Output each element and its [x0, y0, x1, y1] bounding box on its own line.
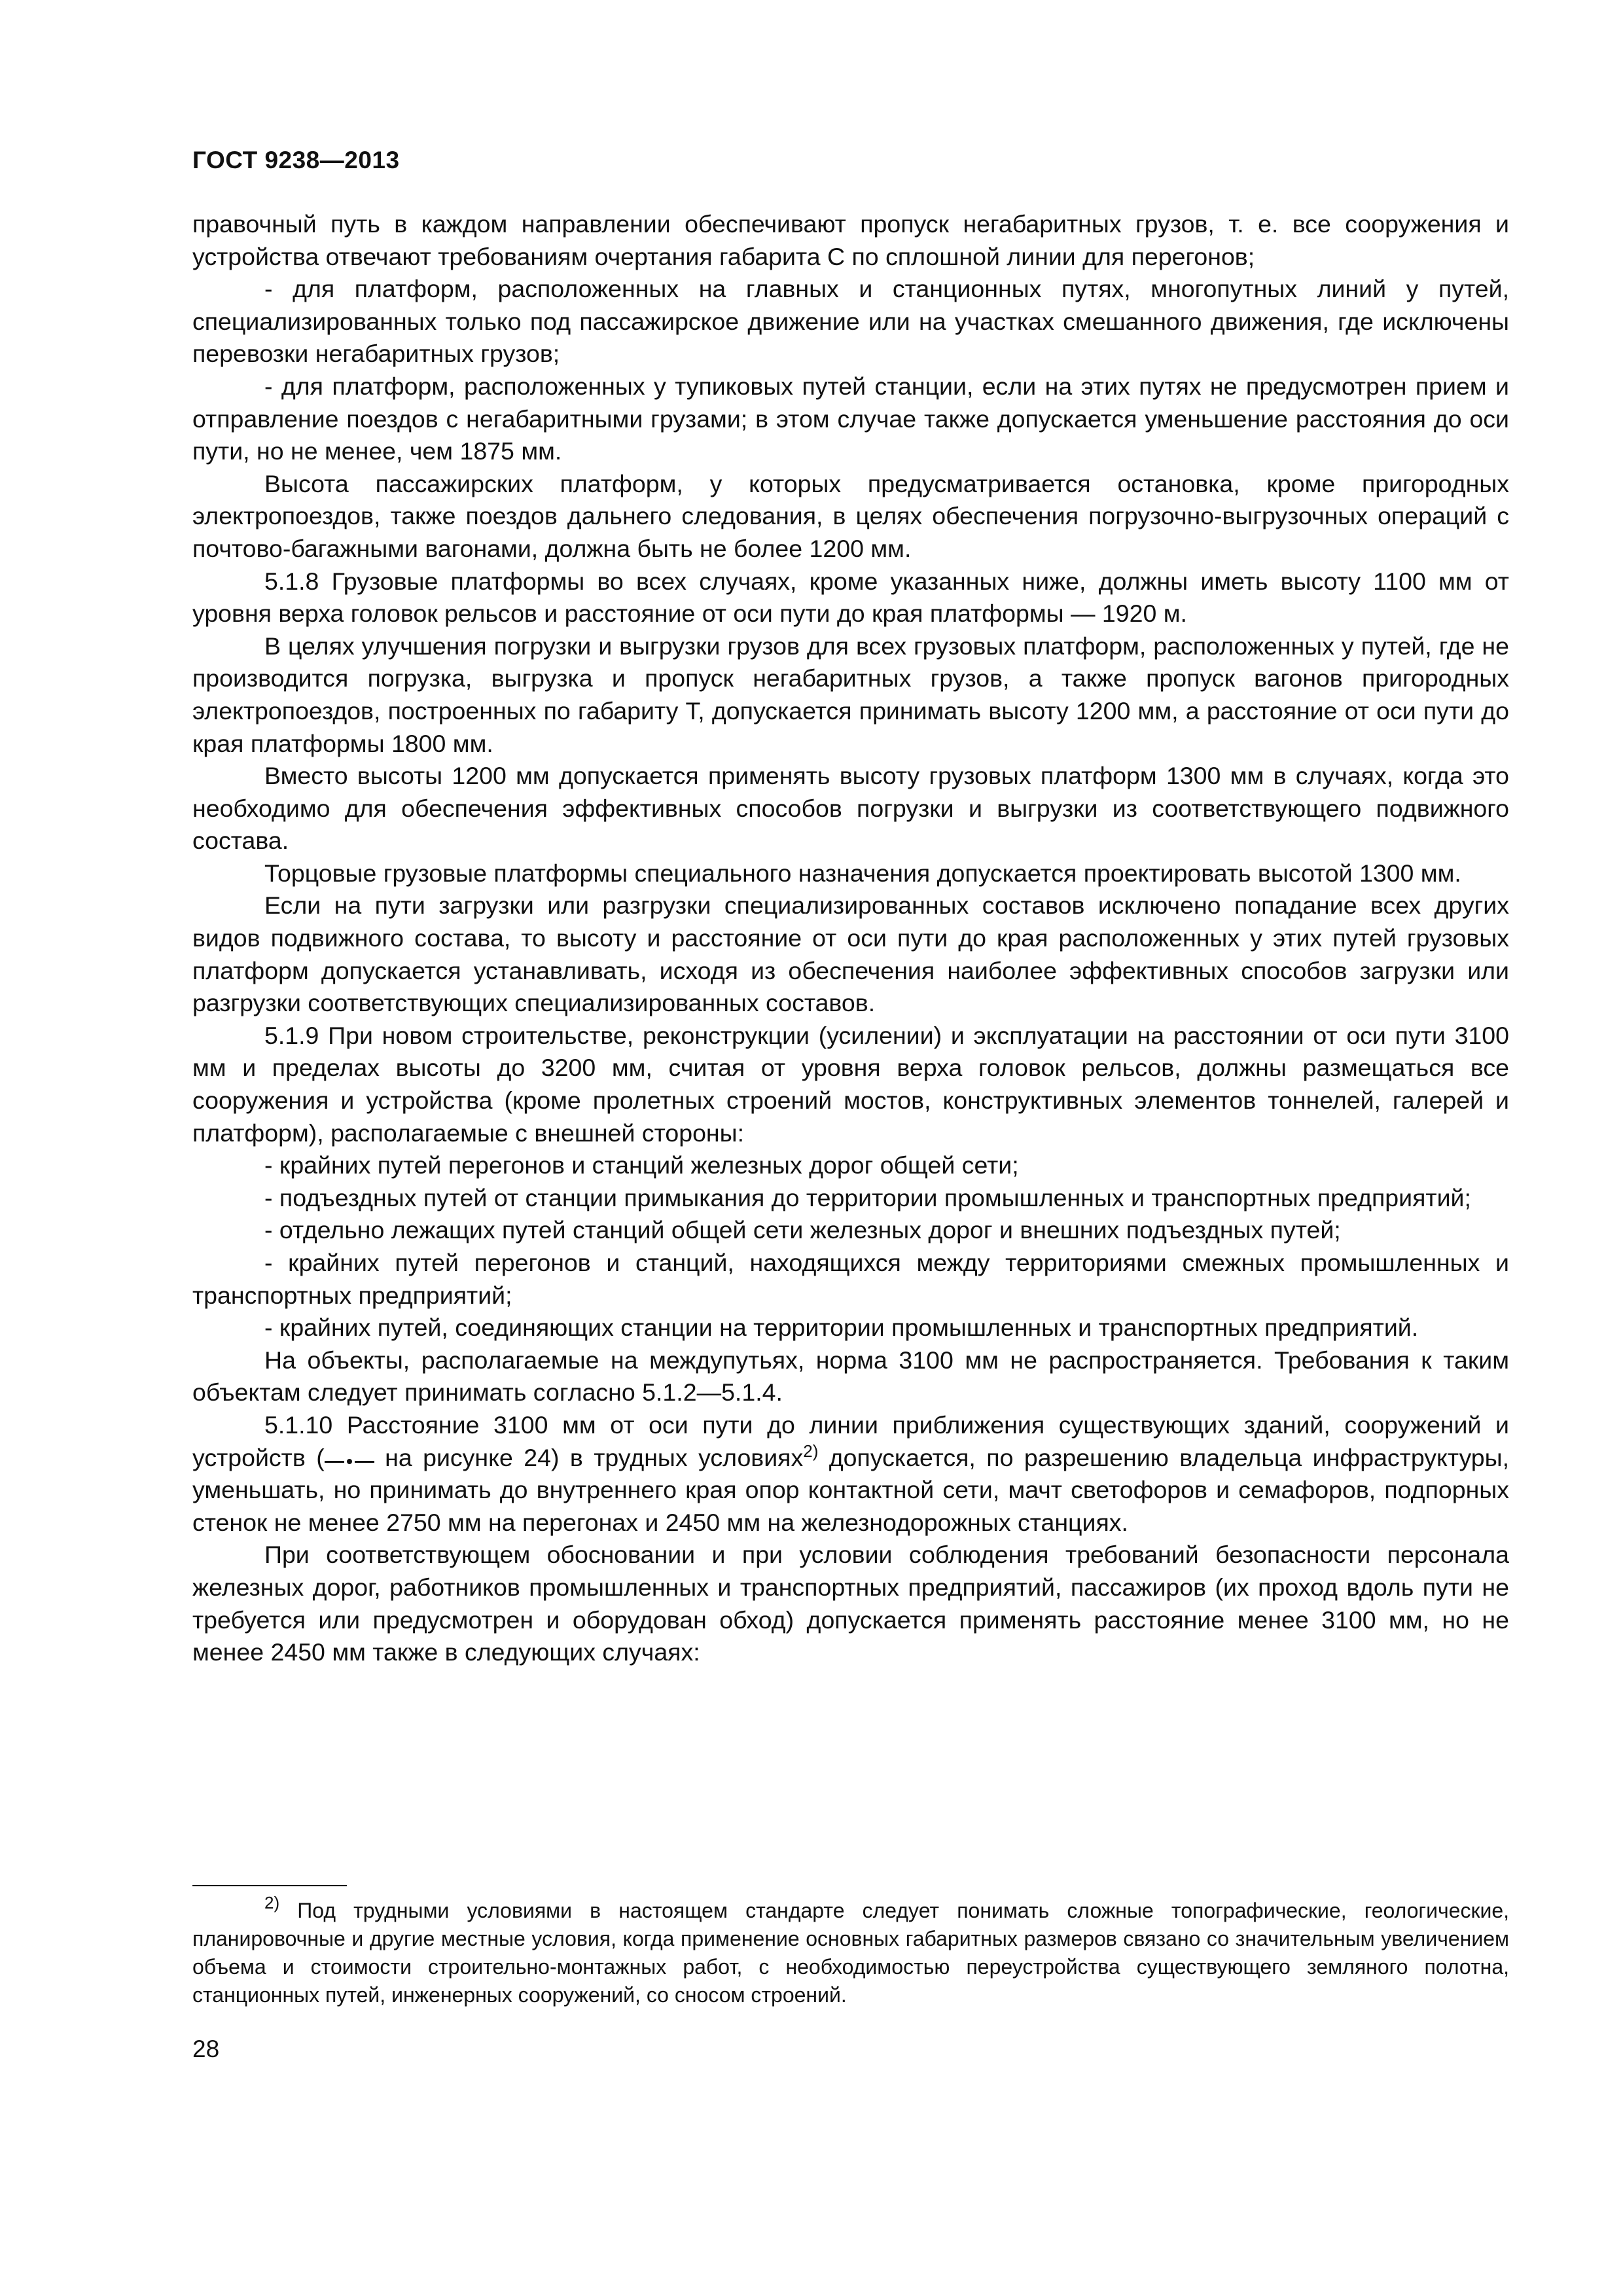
footnote-divider [192, 1885, 347, 1886]
paragraph-last: При соответствующем обосновании и при условии соблюдения требований безопасности персонала железных дорог, работников промышленных и транспортных предприятий, пассажиров (их проход вдоль пути не требуется или предусмотрен и оборудован обход) допускается применять расстояние менее 3100 мм, но не менее 2450 мм также в следующих случаях: [192, 1541, 1509, 1666]
paragraph: В целях улучшения погрузки и выгрузки грузов для всех грузовых платформ, расположенных у путей, где не производится погрузка, выгрузка и пропуск негабаритных грузов, а также пропуск вагонов пригородных электропоездов, построенных по габариту Т, допускается принимать высоту 1200 мм, а расстояние от оси пути до края платформы 1800 мм. [192, 632, 1509, 757]
footnote-body [192, 1893, 1509, 2009]
footnote-reference[interactable]: 2) [803, 1441, 819, 1461]
paragraph: - подъездных путей от станции примыкания до территории промышленных и транспортных предприятий; [264, 1183, 1471, 1211]
footnote-text: Под трудными условиями в настоящем стандарте следует понимать сложные топографические, геологические, планировочные и другие местные условия, когда применение основных габаритных размеров связано со значительным увеличением объема и стоимости строительно-монтажных работ, с необходимостью переустройства существующего земляного полотна, станционных путей, инженерных сооружений, со сносом строений. [192, 1899, 1509, 2007]
paragraph-5-1-10 [192, 1409, 1509, 1539]
paragraph-list [192, 208, 1509, 1409]
paragraph: Если на пути загрузки или разгрузки специализированных составов исключено попадание всех других видов подвижного состава, то высоту и расстояние от оси пути до края расположенных у этих путей грузовых платформ допускается устанавливать, исходя из обеспечения наиболее эффективных способов загрузки или разгрузки соответствующих специализированных составов. [192, 891, 1509, 1017]
paragraph: - крайних путей перегонов и станций железных дорог общей сети; [264, 1151, 1019, 1179]
paragraph: - крайних путей, соединяющих станции на территории промышленных и транспортных предприятий. [264, 1314, 1419, 1342]
document-header: ГОСТ 9238—2013 [192, 147, 400, 173]
footnote [192, 1893, 1509, 2009]
paragraph-5-1-10-middle: на рисунке 24) в трудных условиях [374, 1443, 804, 1471]
paragraph-5-1-10-lead: 5.1.10 Расстояние 3100 мм от оси пути до линии приближения существующих зданий, сооружений и устройств ( [192, 1410, 1509, 1471]
paragraph: На объекты, располагаемые на междупутьях, норма 3100 мм не распространяется. Требования к таким объектам следует принимать согласно 5.1.2—5.1.4. [192, 1346, 1509, 1407]
footnote-marker: 2) [264, 1893, 280, 1912]
paragraph: 5.1.9 При новом строительстве, реконструкции (усилении) и эксплуатации на расстоянии от оси пути 3100 мм и пределах высоты до 3200 мм, считая от уровня верха головок рельсов, должны размещаться все сооружения и устройства (кроме пролетных строений мостов, конструктивных элементов тоннелей, галерей и платформ), располагаемые с внешней стороны: [192, 1021, 1509, 1147]
paragraph: - крайних путей перегонов и станций, находящихся между территориями смежных промышленных и транспортных предприятий; [192, 1249, 1509, 1309]
paragraph: - отдельно лежащих путей станций общей сети железных дорог и внешних подъездных путей; [264, 1216, 1341, 1244]
dash-dot-line-legend-icon [325, 1453, 374, 1466]
paragraph: Высота пассажирских платформ, у которых предусматривается остановка, кроме пригородных электропоездов, также поездов дальнего следования, в целях обеспечения погрузочно-выгрузочных операций с почтово-багажными вагонами, должна быть не более 1200 мм. [192, 469, 1509, 562]
paragraph: 5.1.8 Грузовые платформы во всех случаях, кроме указанных ниже, должны иметь высоту 1100 мм от уровня верха головок рельсов и расстояние от оси пути до края платформы — 1920 м. [192, 567, 1509, 628]
paragraph: - для платформ, расположенных на главных и станционных путях, многопутных линий у путей, специализированных только под пассажирское движение или на участках смешанного движения, где исключены перевозки негабаритных грузов; [192, 275, 1509, 368]
paragraph: правочный путь в каждом направлении обеспечивают пропуск негабаритных грузов, т. е. все сооружения и устройства отвечают требованиям очертания габарита С по сплошной линии для перегонов; [192, 210, 1509, 270]
paragraph: Вместо высоты 1200 мм допускается применять высоту грузовых платформ 1300 мм в случаях, когда это необходимо для обеспечения эффективных способов погрузки и выгрузки из соответствующего подвижного состава. [192, 762, 1509, 855]
paragraph: Торцовые грузовые платформы специального назначения допускается проектировать высотой 1300 мм. [264, 859, 1461, 887]
page-number: 28 [192, 2036, 220, 2062]
paragraph-5-1-10-tail: допускается, по разрешению владельца инфраструктуры, уменьшать, но принимать до внутреннего края опор контактной сети, мачт светофоров и семафоров, подпорных стенок не менее 2750 мм на перегонах и 2450 мм на железнодорожных станциях. [192, 1443, 1509, 1536]
paragraph: - для платформ, расположенных у тупиковых путей станции, если на этих путях не предусмотрен прием и отправление поездов с негабаритными грузами; в этом случае также допускается уменьшение расстояния до оси пути, но не менее, чем 1875 мм. [192, 372, 1509, 465]
body-text [192, 208, 1509, 1669]
